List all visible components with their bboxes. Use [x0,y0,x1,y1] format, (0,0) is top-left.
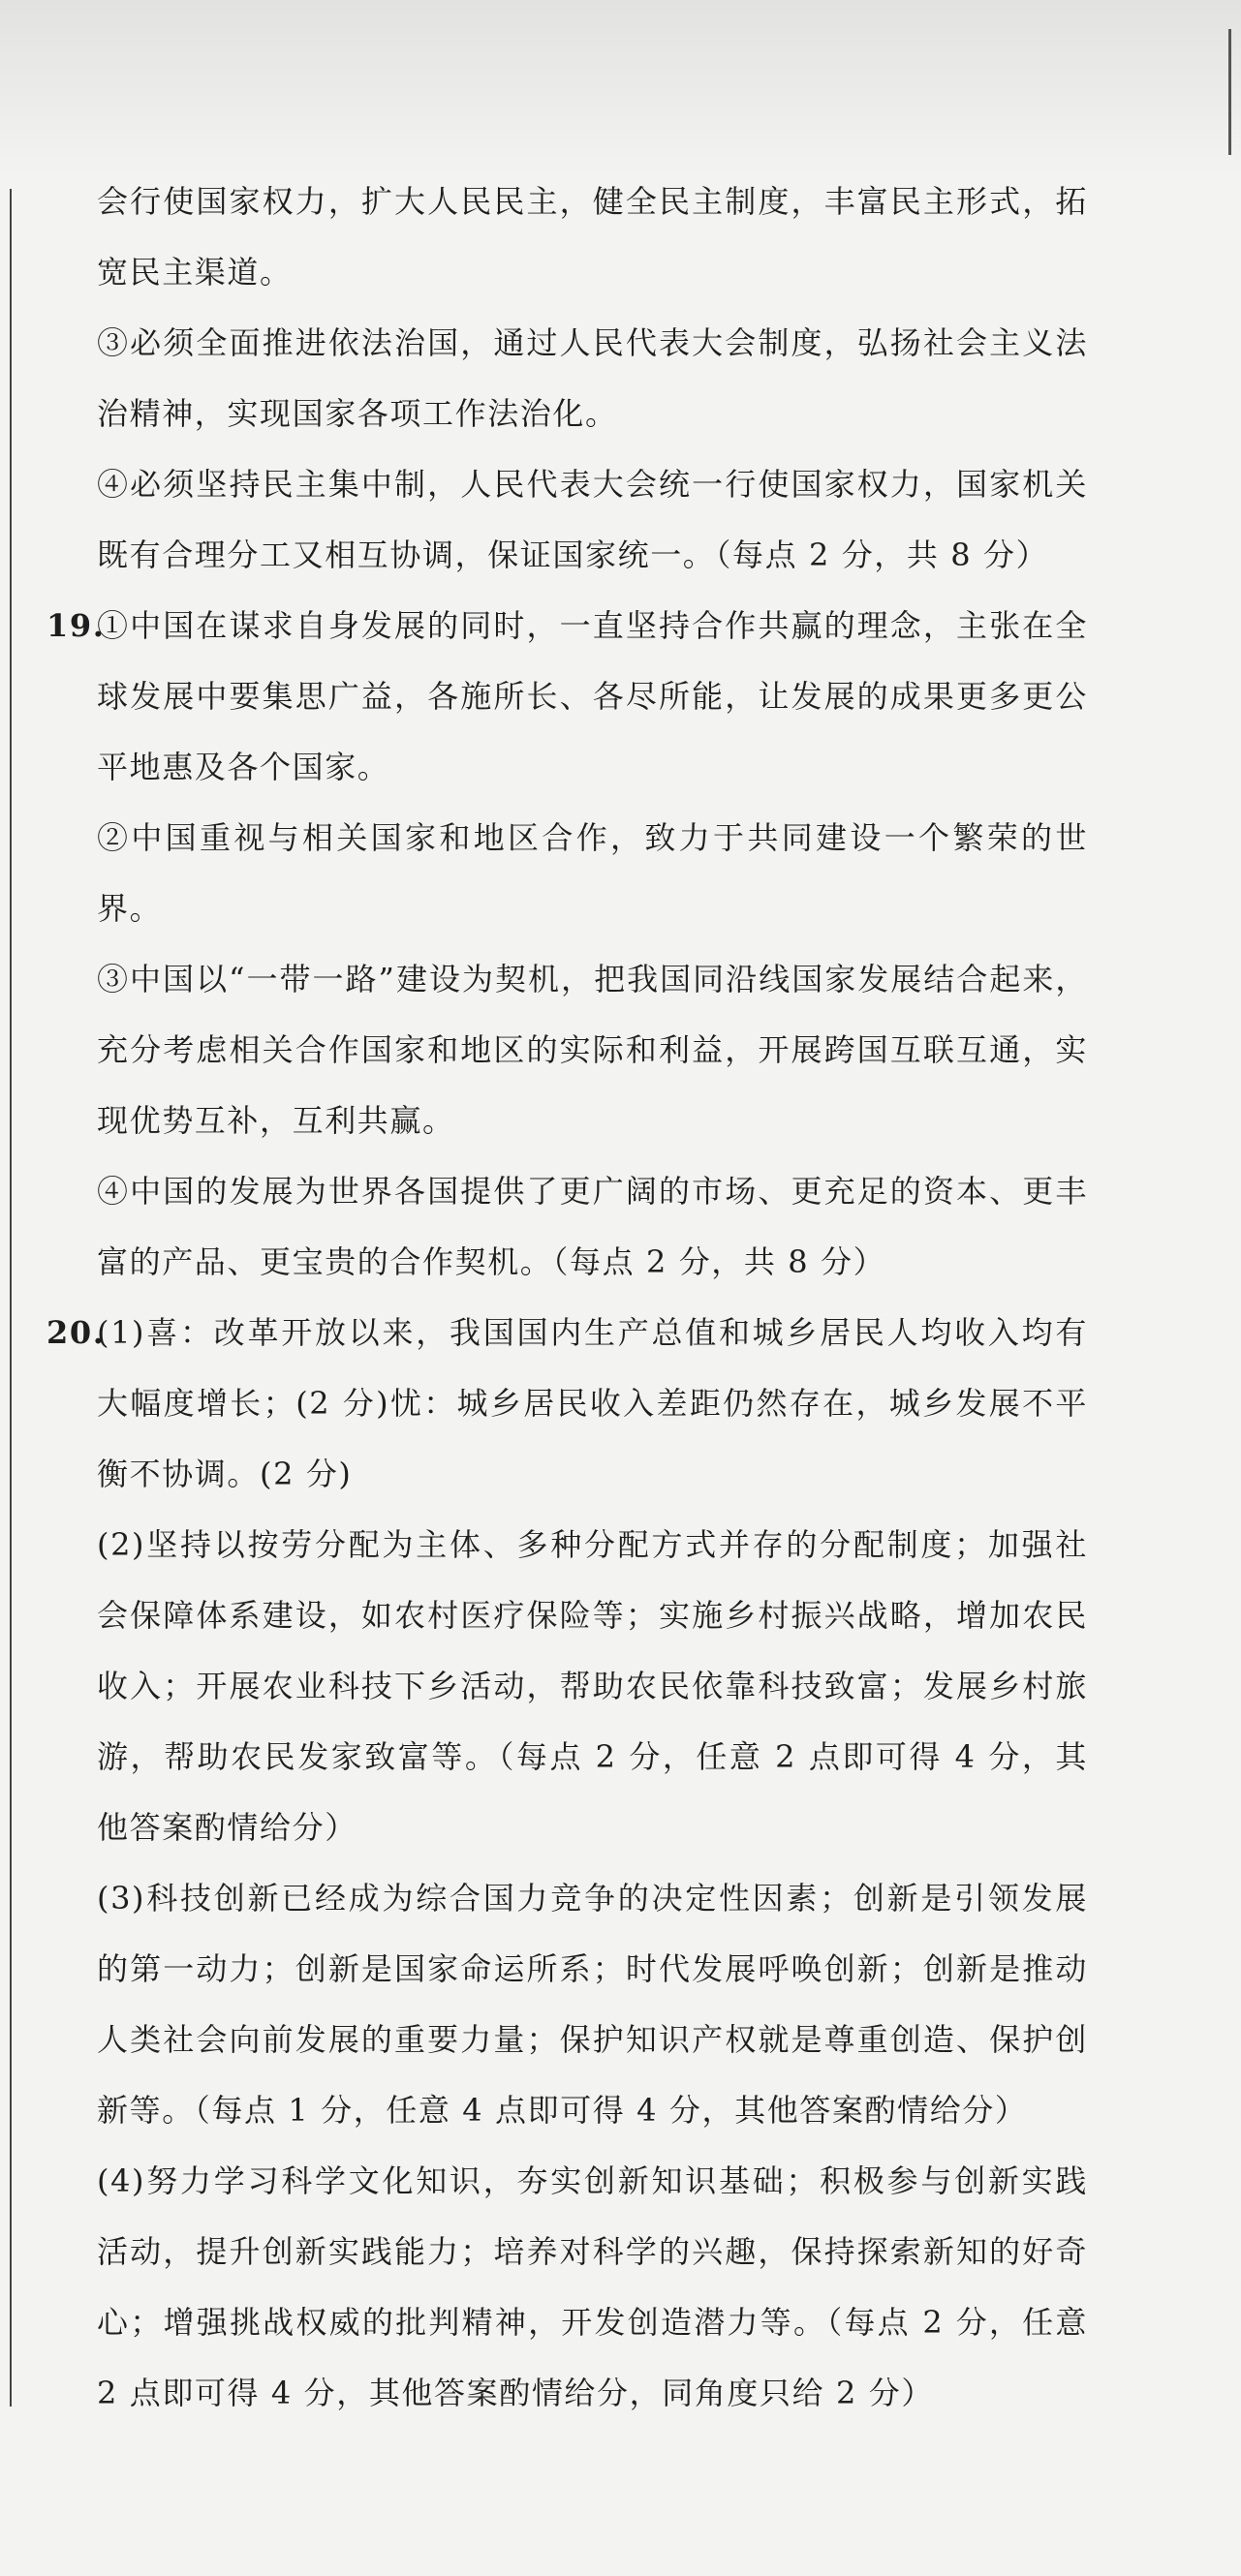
question-20-part-3 [47,1863,1088,2146]
answer-point-3 [47,308,1088,449]
paragraph-text: ③中国以“一带一路”建设为契机，把我国同沿线国家发展结合起来，充分考虑相关合作国家和地区的实际和利益，开展跨国互联互通，实现优势互补，互利共赢。 [97,961,1088,1139]
paragraph-text: ③必须全面推进依法治国，通过人民代表大会制度，弘扬社会主义法治精神，实现国家各项工作法治化。 [97,324,1088,432]
paragraph-text: ④必须坚持民主集中制，人民代表大会统一行使国家权力，国家机关既有合理分工又相互协调，保证国家统一。（每点 2 分，共 8 分） [97,466,1088,573]
paragraph-text: ①中国在谋求自身发展的同时，一直坚持合作共赢的理念，主张在全球发展中要集思广益，各施所长、各尽所能，让发展的成果更多更公平地惠及各个国家。 [97,607,1088,785]
left-margin-rule [10,189,12,2407]
answer-paragraph-continuation [47,167,1088,308]
question-19-point-2 [47,803,1088,944]
question-20-part-2 [47,1510,1088,1863]
paragraph-text: (2)坚持以按劳分配为主体、多种分配方式并存的分配制度；加强社会保障体系建设，如农村医疗保险等；实施乡村振兴战略，增加农民收入；开展农业科技下乡活动，帮助农民依靠科技致富；发展乡村旅游，帮助农民发家致富等。（每点 2 分，任意 2 点即可得 4 分，其他答案酌情给分） [97,1526,1088,1846]
paragraph-text: (1)喜：改革开放以来，我国国内生产总值和城乡居民人均收入均有大幅度增长；(2 分)忧：城乡居民收入差距仍然存在，城乡发展不平衡不协调。(2 分) [97,1314,1088,1492]
question-19-point-3 [47,944,1088,1156]
paragraph-text: ④中国的发展为世界各国提供了更广阔的市场、更充足的资本、更丰富的产品、更宝贵的合作契机。（每点 2 分，共 8 分） [97,1173,1088,1280]
question-19-point-4 [47,1156,1088,1298]
scan-edge-mark [1228,29,1231,155]
question-20-part-1 [47,1298,1088,1510]
question-number-19: 19. [47,607,106,644]
question-19-point-1 [47,591,1088,803]
question-20-part-4 [47,2146,1088,2429]
paragraph-text: (4)努力学习科学文化知识，夯实创新知识基础；积极参与创新实践活动，提升创新实践能力；培养对科学的兴趣，保持探索新知的好奇心；增强挑战权威的批判精神，开发创造潜力等。（每点 2 分，任意 2 点即可得 4 分，其他答案酌情给分，同角度只给 2 分） [97,2162,1088,2411]
scan-top-shadow [0,0,1241,174]
question-number-20: 20. [47,1314,106,1351]
paragraph-text: 会行使国家权力，扩大人民民主，健全民主制度，丰富民主形式，拓宽民主渠道。 [97,183,1088,291]
paragraph-text: ②中国重视与相关国家和地区合作，致力于共同建设一个繁荣的世界。 [97,819,1088,927]
paragraph-text: (3)科技创新已经成为综合国力竞争的决定性因素；创新是引领发展的第一动力；创新是国家命运所系；时代发展呼唤创新；创新是推动人类社会向前发展的重要力量；保护知识产权就是尊重创造、保护创新等。（每点 1 分，任意 4 点即可得 4 分，其他答案酌情给分） [97,1880,1088,2129]
answer-content [47,167,1088,2429]
answer-point-4 [47,449,1088,591]
